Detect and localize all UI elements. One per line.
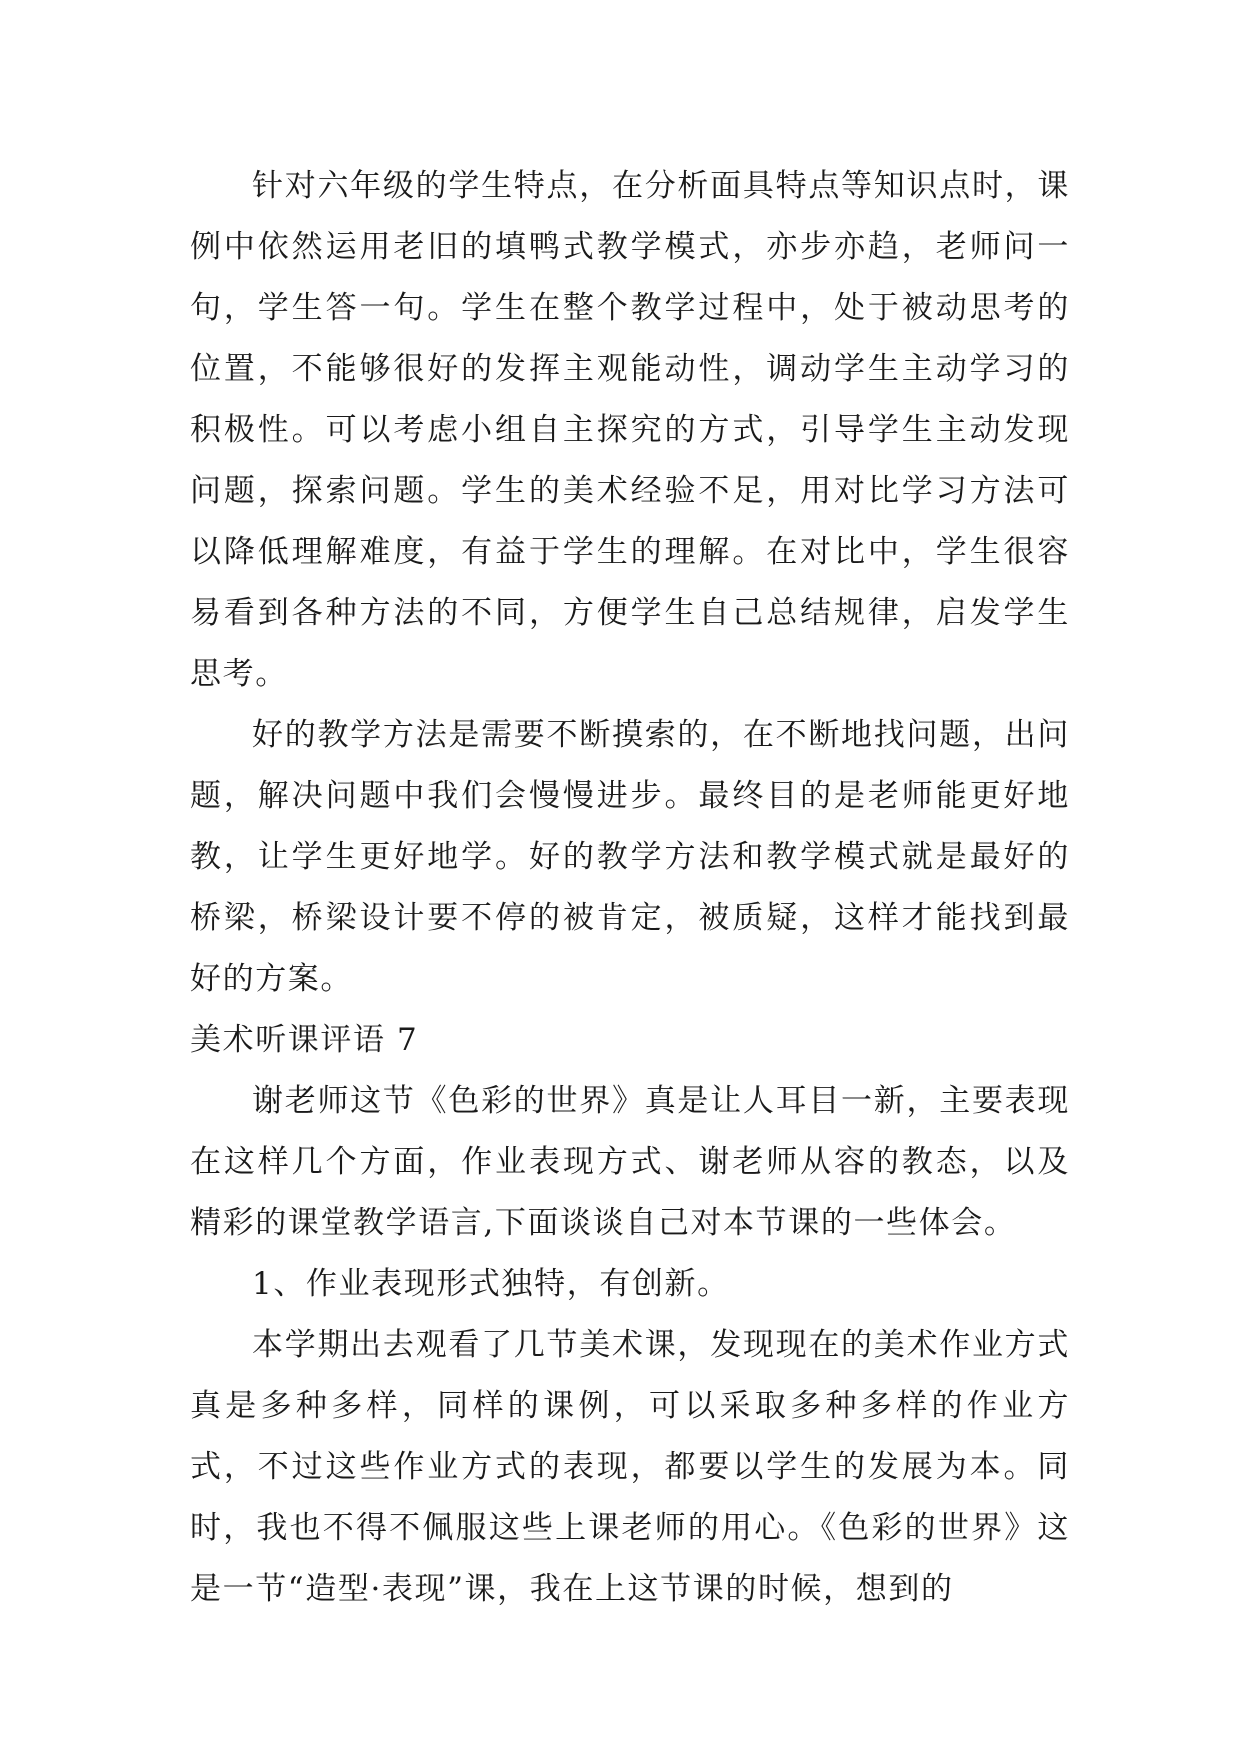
document-body [190,156,1070,1620]
paragraph-lesson-intro: 谢老师这节《色彩的世界》真是让人耳目一新，主要表现在这样几个方面，作业表现方式、谢老师从容的教态，以及精彩的课堂教学语言,下面谈谈自己对本节课的一些体会。 [190,1083,1070,1241]
section-heading: 美术听课评语 7 [190,1022,419,1058]
paragraph-teaching-method: 好的教学方法是需要不断摸索的，在不断地找问题，出问题，解决问题中我们会慢慢进步。最终目的是老师能更好地教，让学生更好地学。好的教学方法和教学模式就是最好的桥梁，桥梁设计要不停的被肯定，被质疑，这样才能找到最好的方案。 [190,717,1070,997]
paragraph-point-one: 1、作业表现形式独特，有创新。 [252,1266,730,1302]
paragraph-teaching-critique: 针对六年级的学生特点，在分析面具特点等知识点时，课例中依然运用老旧的填鸭式教学模式，亦步亦趋，老师问一句，学生答一句。学生在整个教学过程中，处于被动思考的位置，不能够很好的发挥主观能动性，调动学生主动学习的积极性。可以考虑小组自主探究的方式，引导学生主动发现问题，探索问题。学生的美术经验不足，用对比学习方法可以降低理解难度，有益于学生的理解。在对比中，学生很容易看到各种方法的不同，方便学生自己总结规律，启发学生思考。 [190,168,1070,692]
paragraph-homework-methods: 本学期出去观看了几节美术课，发现现在的美术作业方式真是多种多样，同样的课例，可以采取多种多样的作业方式，不过这些作业方式的表现，都要以学生的发展为本。同时，我也不得不佩服这些上课老师的用心。《色彩的世界》这是一节“造型·表现”课，我在上这节课的时候，想到的 [190,1327,1070,1607]
